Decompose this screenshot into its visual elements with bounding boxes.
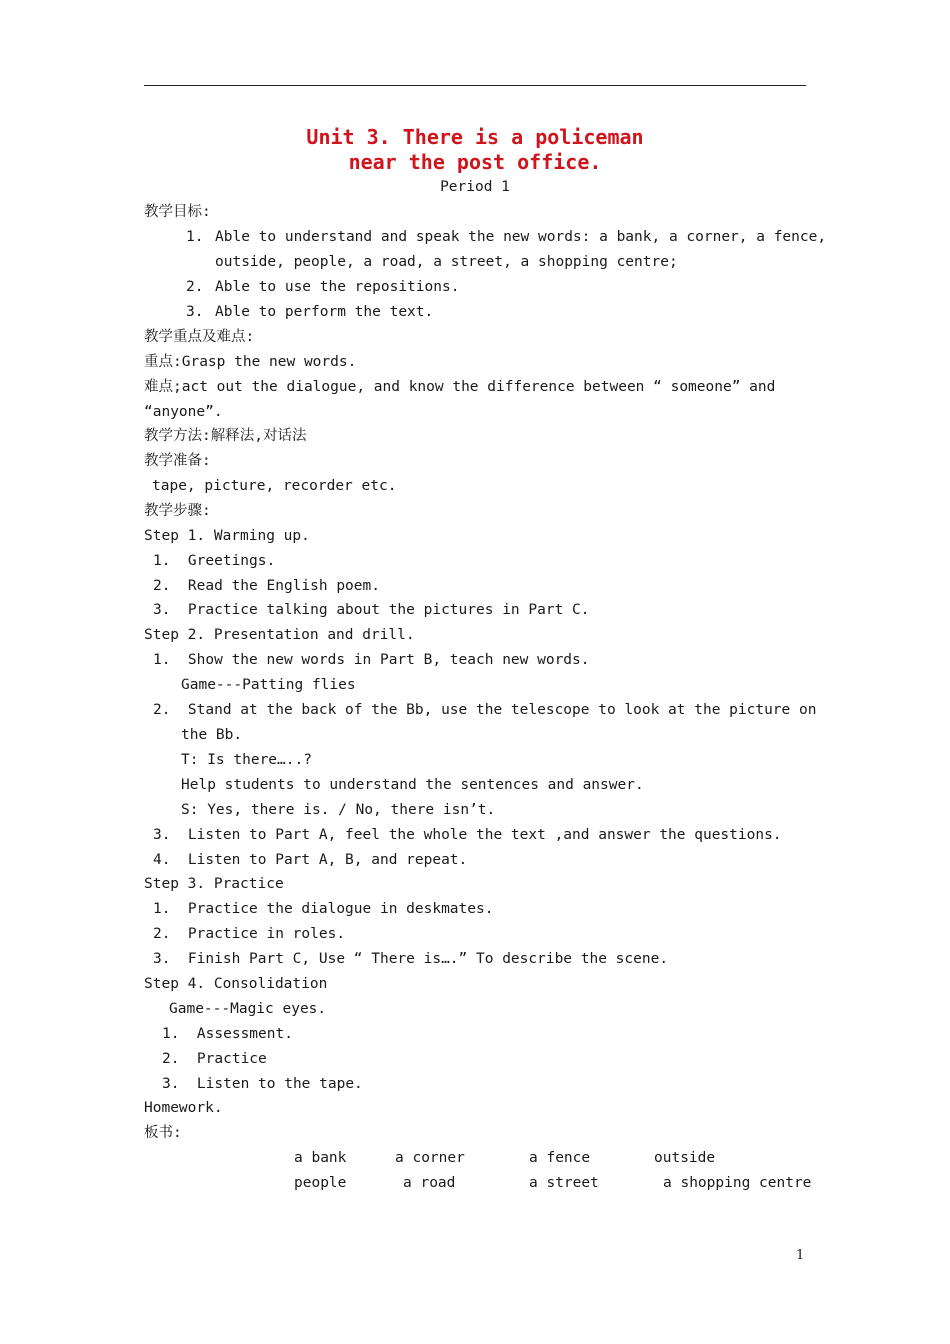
teaching-methods: 教学方法:解释法,对话法 [144, 428, 307, 444]
step-2-game: Game---Patting flies [181, 677, 356, 693]
objective-1-text-cont: outside, people, a road, a street, a shopping centre; [215, 254, 678, 270]
step-3-item-2: 2. Practice in roles. [153, 926, 346, 942]
step-1-item-2: 2. Read the English poem. [153, 578, 380, 594]
header-rule [144, 85, 806, 86]
preparation-text: tape, picture, recorder etc. [152, 478, 397, 494]
steps-heading: 教学步骤: [144, 503, 211, 519]
period-label: Period 1 [440, 179, 510, 195]
step-1-heading: Step 1. Warming up. [144, 528, 310, 544]
step-3-item-3: 3. Finish Part C, Use “ There is….” To describe the scene. [153, 951, 669, 967]
board-word: a bank [294, 1150, 347, 1166]
board-word: a shopping centre [663, 1175, 812, 1191]
lesson-title-line-1: Unit 3. There is a policeman [306, 125, 644, 149]
key-points-heading: 教学重点及难点: [144, 329, 255, 345]
step-2-item-2-cont: the Bb. [181, 727, 243, 743]
objective-3-number: 3. [186, 304, 204, 320]
preparation-heading: 教学准备: [144, 453, 211, 469]
lesson-title-line-2: near the post office. [348, 150, 602, 174]
board-word: a fence [529, 1150, 591, 1166]
objectives-heading: 教学目标: [144, 204, 211, 220]
step-4-item-3: 3. Listen to the tape. [162, 1076, 363, 1092]
objective-2-text: Able to use the repositions. [215, 279, 460, 295]
step-2-item-2: 2. Stand at the back of the Bb, use the telescope to look at the picture on [153, 702, 817, 718]
objective-3-text: Able to perform the text. [215, 304, 434, 320]
difficult-point-cont: “anyone”. [144, 404, 223, 420]
step-1-item-3: 3. Practice talking about the pictures in Part C. [153, 602, 590, 618]
step-4-heading: Step 4. Consolidation [144, 976, 328, 992]
step-2-item-4: 4. Listen to Part A, B, and repeat. [153, 852, 468, 868]
step-4-game: Game---Magic eyes. [169, 1001, 327, 1017]
step-1-item-1: 1. Greetings. [153, 553, 276, 569]
difficult-point: 难点;act out the dialogue, and know the difference between “ someone” and [144, 379, 776, 395]
step-2-heading: Step 2. Presentation and drill. [144, 627, 415, 643]
step-4-item-2: 2. Practice [162, 1051, 267, 1067]
objective-1-number: 1. [186, 229, 204, 245]
board-word: a corner [395, 1150, 465, 1166]
board-heading: 板书: [144, 1125, 182, 1141]
homework-label: Homework. [144, 1100, 223, 1116]
board-word: outside [654, 1150, 716, 1166]
board-word: people [294, 1175, 347, 1191]
step-3-heading: Step 3. Practice [144, 876, 284, 892]
step-2-help-line: Help students to understand the sentences and answer. [181, 777, 644, 793]
board-word: a road [403, 1175, 456, 1191]
board-word: a street [529, 1175, 599, 1191]
step-2-item-3: 3. Listen to Part A, feel the whole the text ,and answer the questions. [153, 827, 782, 843]
step-4-item-1: 1. Assessment. [162, 1026, 293, 1042]
step-2-student-line: S: Yes, there is. / No, there isn’t. [181, 802, 496, 818]
key-point: 重点:Grasp the new words. [144, 354, 357, 370]
page-number: 1 [796, 1248, 805, 1263]
step-2-teacher-line: T: Is there…..? [181, 752, 312, 768]
objective-2-number: 2. [186, 279, 204, 295]
step-3-item-1: 1. Practice the dialogue in deskmates. [153, 901, 494, 917]
step-2-item-1: 1. Show the new words in Part B, teach new words. [153, 652, 590, 668]
objective-1-text: Able to understand and speak the new words: a bank, a corner, a fence, [215, 229, 827, 245]
